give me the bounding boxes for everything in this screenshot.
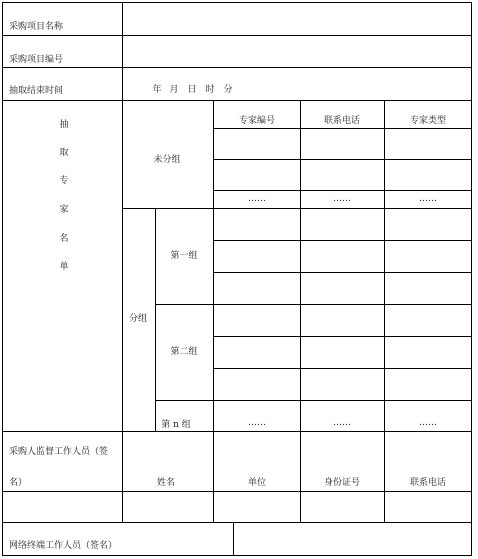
- expert-list-char-2: 取: [59, 148, 69, 158]
- rule: [2, 555, 472, 556]
- rule: [122, 208, 472, 209]
- supervisor-label-line1: 采购人监督工作人员（签: [9, 447, 109, 457]
- end-time-unit-year: 年: [152, 85, 162, 95]
- supervisor-column-unit: 单位: [247, 478, 267, 488]
- supervisor-label-line2: 名）: [9, 478, 28, 488]
- rule: [384, 100, 385, 522]
- rule: [213, 336, 472, 337]
- ungrouped-ellipsis-3: ……: [419, 194, 437, 204]
- group-2-label: 第二组: [170, 347, 198, 357]
- end-time-unit-month: 月: [169, 85, 179, 95]
- rule: [2, 431, 472, 432]
- supervisor-column-id-number: 身份证号: [323, 478, 361, 488]
- project-no-label: 采购项目编号: [9, 55, 64, 65]
- rule: [471, 2, 472, 556]
- rule: [213, 368, 472, 369]
- rule: [2, 522, 472, 523]
- rule: [2, 2, 3, 556]
- expert-list-char-4: 家: [59, 205, 69, 215]
- rule: [213, 128, 472, 129]
- end-time-unit-hour: 时: [205, 85, 215, 95]
- group-n-label: 第 n 组: [161, 420, 191, 430]
- end-time-unit-minute: 分: [223, 85, 233, 95]
- ungrouped-label: 未分组: [153, 155, 181, 165]
- expert-list-char-6: 单: [59, 262, 69, 272]
- rule: [2, 491, 472, 492]
- column-header-phone: 联系电话: [323, 116, 361, 126]
- rule: [2, 67, 472, 68]
- end-time-unit-day: 日: [187, 85, 197, 95]
- rule: [155, 208, 156, 431]
- expert-list-char-5: 名: [59, 234, 69, 244]
- rule: [2, 2, 472, 3]
- rule: [213, 272, 472, 273]
- rule: [213, 240, 472, 241]
- end-time-label: 抽取结束时间: [9, 86, 64, 96]
- expert-list-char-1: 抽: [59, 120, 69, 130]
- rule: [155, 304, 472, 305]
- rule: [122, 2, 123, 522]
- ungrouped-ellipsis-2: ……: [333, 194, 351, 204]
- rule: [300, 100, 301, 522]
- group-n-ellipsis-1: ……: [248, 418, 266, 428]
- expert-list-char-3: 专: [59, 176, 69, 186]
- rule: [213, 159, 472, 160]
- column-header-expert-type: 专家类型: [409, 116, 447, 126]
- supervisor-column-name: 姓名: [156, 478, 176, 488]
- rule: [213, 190, 472, 191]
- rule: [213, 100, 214, 522]
- grouped-label: 分组: [128, 314, 148, 324]
- group-n-ellipsis-2: ……: [333, 418, 351, 428]
- column-header-expert-no: 专家编号: [238, 116, 276, 126]
- ungrouped-ellipsis-1: ……: [248, 194, 266, 204]
- network-staff-label: 网络终端工作人员（签名）: [9, 541, 118, 551]
- group-1-label: 第一组: [170, 251, 198, 261]
- rule: [2, 35, 472, 36]
- group-n-ellipsis-3: ……: [419, 418, 437, 428]
- rule: [233, 522, 234, 556]
- rule: [2, 100, 472, 101]
- supervisor-column-phone: 联系电话: [409, 478, 447, 488]
- project-name-label: 采购项目名称: [9, 22, 64, 32]
- rule: [155, 400, 472, 401]
